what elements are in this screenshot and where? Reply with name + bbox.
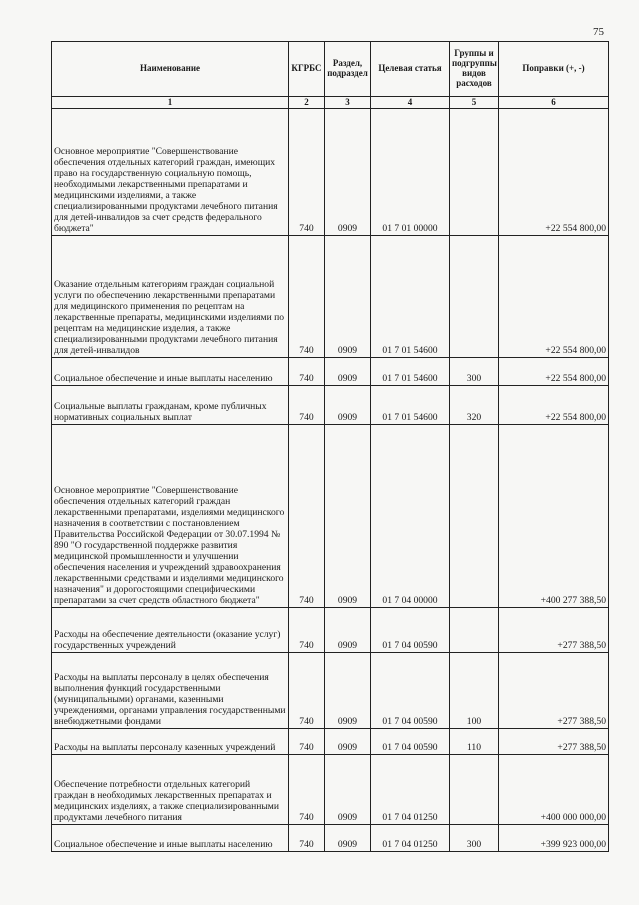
cell-kgrbs: 740 — [289, 236, 325, 358]
cell-kgrbs: 740 — [289, 109, 325, 236]
column-number-row — [52, 97, 609, 109]
cell-amount: +277 388,50 — [499, 608, 609, 653]
cell-kgrbs: 740 — [289, 825, 325, 852]
cell-amount: +22 554 800,00 — [499, 386, 609, 425]
header-article: Целевая статья — [371, 42, 450, 97]
cell-amount: +277 388,50 — [499, 653, 609, 729]
table-row — [52, 425, 609, 608]
page-number: 75 — [593, 26, 604, 38]
header-kgrbs: КГРБС — [289, 42, 325, 97]
cell-amount: +22 554 800,00 — [499, 236, 609, 358]
cell-name: Социальное обеспечение и иные выплаты населению — [52, 825, 289, 852]
cell-section: 0909 — [325, 236, 371, 358]
cell-group — [450, 425, 499, 608]
cell-name: Основное мероприятие "Совершенствование обеспечения отдельных категорий граждан лекарственными препаратами, изделиями медицинского назначения в соответствии с постановлением Правительства Российской Федерации от 30.07.1994 № 890 "О государственной поддержке развития медицинской промышленности и улучшении обеспечения населения и учреждений здравоохранения лекарственными средствами и изделиями медицинского назначения" и дорогостоящими специфическими препаратами за счет средств областного бюджета" — [52, 425, 289, 608]
cell-section: 0909 — [325, 825, 371, 852]
cell-kgrbs: 740 — [289, 755, 325, 825]
cell-section: 0909 — [325, 109, 371, 236]
cell-name: Расходы на выплаты персоналу казенных учреждений — [52, 729, 289, 755]
cell-group — [450, 109, 499, 236]
cell-kgrbs: 740 — [289, 358, 325, 386]
cell-article: 01 7 01 54600 — [371, 386, 450, 425]
cell-section: 0909 — [325, 358, 371, 386]
table-row — [52, 236, 609, 358]
cell-group: 300 — [450, 358, 499, 386]
header-section: Раздел, подраздел — [325, 42, 371, 97]
cell-name: Расходы на обеспечение деятельности (оказание услуг) государственных учреждений — [52, 608, 289, 653]
cell-group — [450, 236, 499, 358]
cell-amount: +277 388,50 — [499, 729, 609, 755]
table-row — [52, 825, 609, 852]
table-row — [52, 109, 609, 236]
table-row — [52, 755, 609, 825]
cell-section: 0909 — [325, 386, 371, 425]
cell-article: 01 7 01 54600 — [371, 236, 450, 358]
cell-group — [450, 755, 499, 825]
cell-article: 01 7 04 00590 — [371, 608, 450, 653]
table-header-row — [52, 42, 609, 97]
cell-article: 01 7 04 00590 — [371, 729, 450, 755]
cell-group: 320 — [450, 386, 499, 425]
cell-kgrbs: 740 — [289, 386, 325, 425]
header-group: Группы и подгруппы видов расходов — [450, 42, 499, 97]
table-row — [52, 358, 609, 386]
cell-article: 01 7 04 01250 — [371, 825, 450, 852]
cell-kgrbs: 740 — [289, 425, 325, 608]
table-row — [52, 608, 609, 653]
cell-section: 0909 — [325, 729, 371, 755]
cell-article: 01 7 04 00000 — [371, 425, 450, 608]
table-row — [52, 729, 609, 755]
cell-name: Социальные выплаты гражданам, кроме публичных нормативных социальных выплат — [52, 386, 289, 425]
cell-kgrbs: 740 — [289, 608, 325, 653]
column-number: 1 — [52, 97, 289, 109]
cell-section: 0909 — [325, 653, 371, 729]
cell-article: 01 7 04 00590 — [371, 653, 450, 729]
header-name: Наименование — [52, 42, 289, 97]
cell-name: Оказание отдельным категориям граждан социальной услуги по обеспечению лекарственными препаратами для медицинского применения по рецептам на лекарственные препараты, медицинскими изделиями по рецептам на медицинские изделия, а также специализированными продуктами лечебного питания для детей-инвалидов — [52, 236, 289, 358]
cell-section: 0909 — [325, 608, 371, 653]
cell-name: Обеспечение потребности отдельных категорий граждан в необходимых лекарственных препаратах и медицинских изделиях, а также специализированными продуктами лечебного питания — [52, 755, 289, 825]
cell-section: 0909 — [325, 425, 371, 608]
cell-article: 01 7 01 54600 — [371, 358, 450, 386]
column-number: 3 — [325, 97, 371, 109]
cell-name: Расходы на выплаты персоналу в целях обеспечения выполнения функций государственными (муниципальными) органами, казенными учреждениями, органами управления государственными внебюджетными фондами — [52, 653, 289, 729]
cell-amount: +399 923 000,00 — [499, 825, 609, 852]
column-number: 6 — [499, 97, 609, 109]
cell-group: 300 — [450, 825, 499, 852]
table-row — [52, 653, 609, 729]
cell-amount: +22 554 800,00 — [499, 358, 609, 386]
cell-group — [450, 608, 499, 653]
header-amount: Поправки (+, -) — [499, 42, 609, 97]
cell-amount: +400 000 000,00 — [499, 755, 609, 825]
budget-table — [51, 41, 609, 852]
cell-amount: +400 277 388,50 — [499, 425, 609, 608]
cell-group: 100 — [450, 653, 499, 729]
cell-article: 01 7 01 00000 — [371, 109, 450, 236]
column-number: 2 — [289, 97, 325, 109]
cell-amount: +22 554 800,00 — [499, 109, 609, 236]
cell-kgrbs: 740 — [289, 729, 325, 755]
column-number: 5 — [450, 97, 499, 109]
cell-article: 01 7 04 01250 — [371, 755, 450, 825]
cell-group: 110 — [450, 729, 499, 755]
cell-name: Основное мероприятие "Совершенствование обеспечения отдельных категорий граждан, имеющих право на государственную социальную помощь, необходимыми лекарственными препаратами и медицинскими изделиями, а также специализированными продуктами лечебного питания для детей-инвалидов за счет средств федерального бюджета" — [52, 109, 289, 236]
cell-name: Социальное обеспечение и иные выплаты населению — [52, 358, 289, 386]
table-row — [52, 386, 609, 425]
cell-section: 0909 — [325, 755, 371, 825]
cell-kgrbs: 740 — [289, 653, 325, 729]
column-number: 4 — [371, 97, 450, 109]
